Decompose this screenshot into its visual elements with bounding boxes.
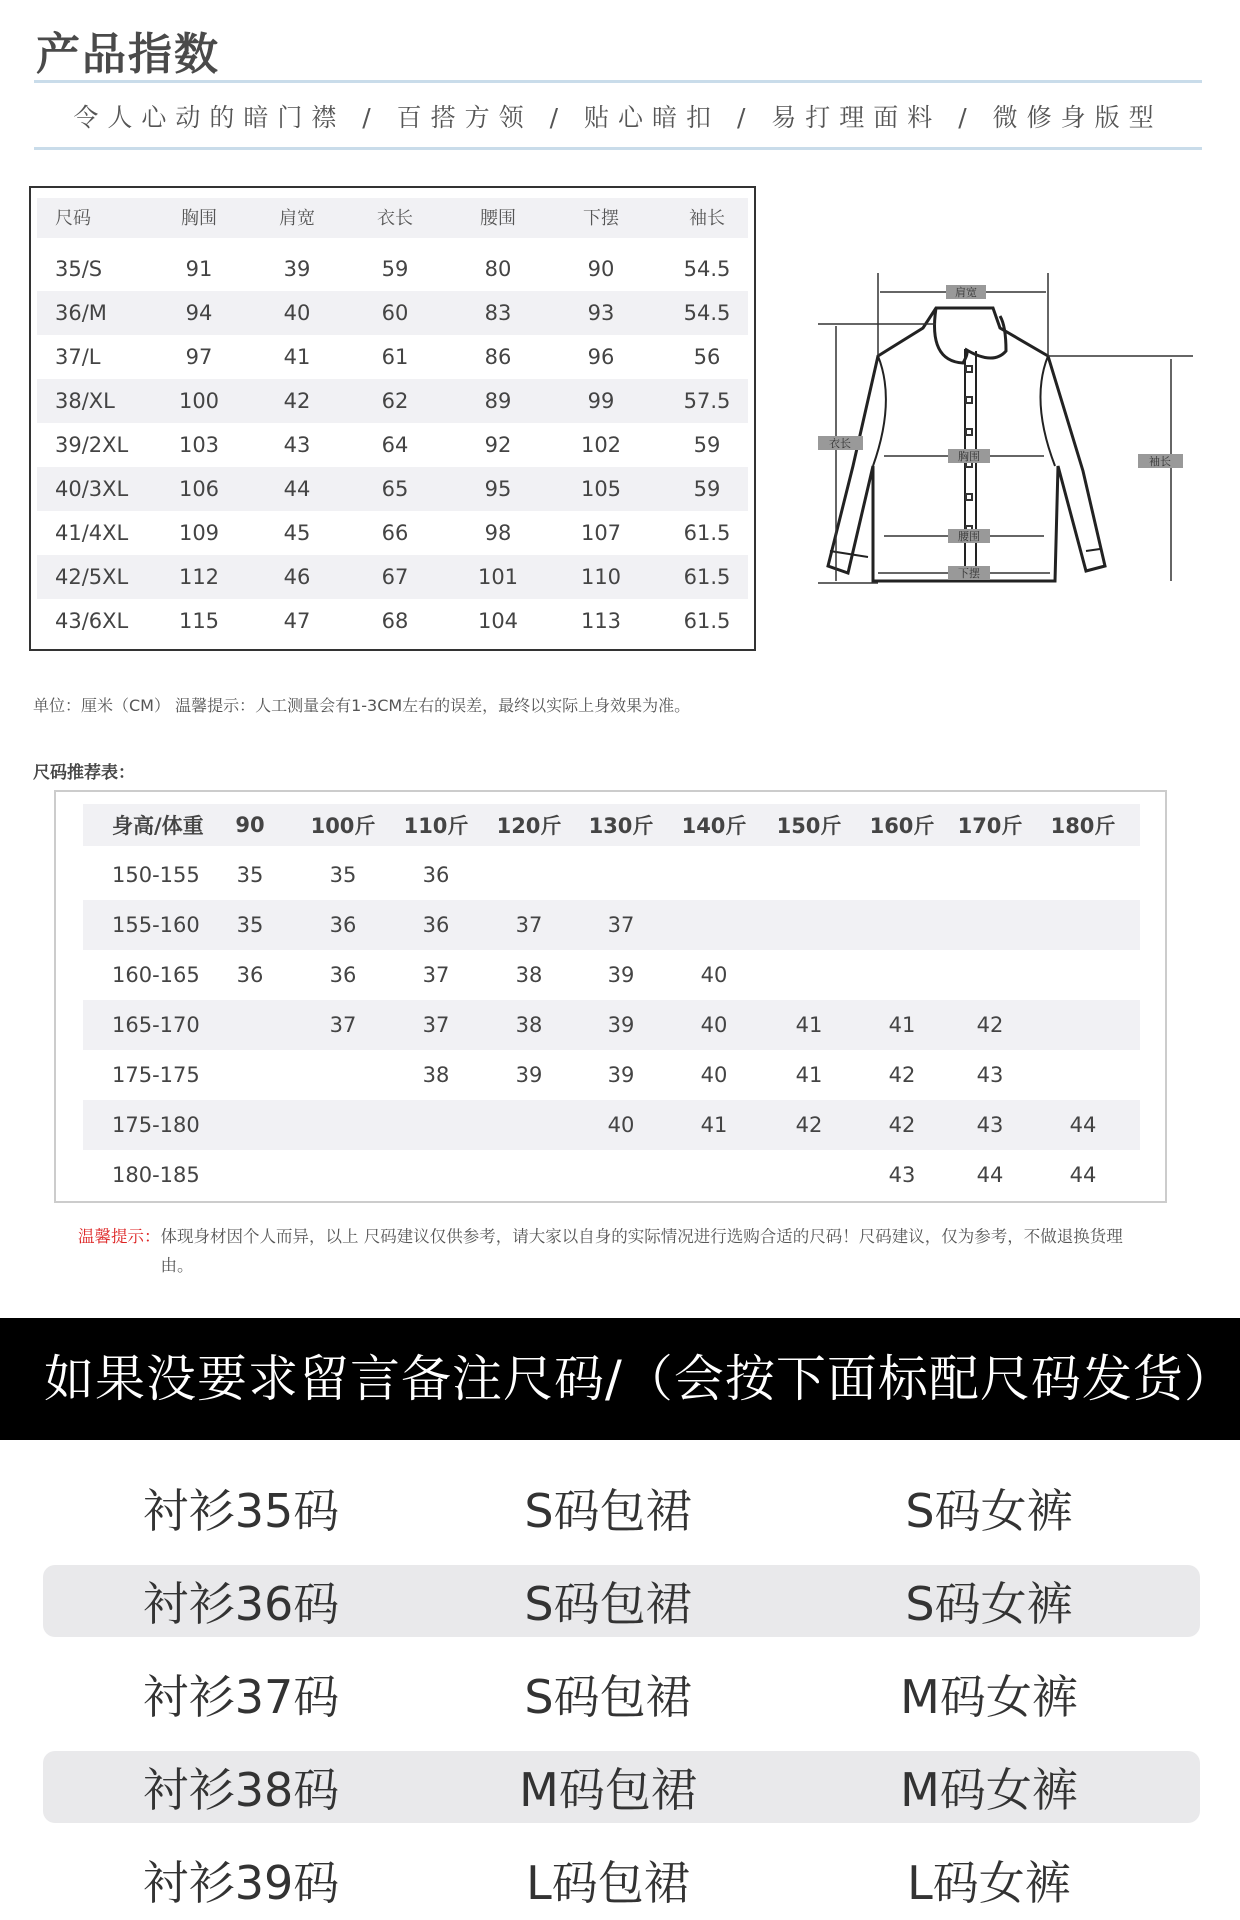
set-item: L码女裤 (907, 1856, 1071, 1910)
table-cell: 38 (515, 1013, 543, 1037)
table-cell: 89 (484, 389, 512, 413)
label-chest: 胸围 (958, 450, 980, 463)
table-cell: 42 (888, 1113, 916, 1137)
table-cell: 105 (580, 477, 622, 501)
set-item: M码女裤 (900, 1670, 1078, 1724)
table-cell: 80 (484, 257, 512, 281)
set-item: 衬衫39码 (142, 1856, 340, 1910)
warning-label: 温馨提示： (78, 1227, 161, 1246)
table-cell: 165-170 (112, 1013, 200, 1037)
table-cell: 99 (587, 389, 615, 413)
set-item: S码包裙 (524, 1577, 692, 1631)
feature-subtitle: 令人心动的暗门襟 / 百搭方领 / 贴心暗扣 / 易打理面料 / 微修身版型 (73, 103, 1163, 132)
table-cell: 98 (484, 521, 512, 545)
shirt-measurement-diagram (818, 251, 1193, 588)
table-cell: 44 (976, 1163, 1004, 1187)
column-header: 120斤 (496, 814, 562, 838)
column-header: 胸围 (181, 208, 217, 229)
table-cell: 39 (283, 257, 311, 281)
table-cell: 44 (283, 477, 311, 501)
table-cell: 59 (693, 477, 721, 501)
table-cell: 43 (976, 1113, 1004, 1137)
column-header: 110斤 (403, 814, 469, 838)
table-cell: 90 (587, 257, 615, 281)
set-item: S码女裤 (905, 1484, 1073, 1538)
table-cell: 35/S (55, 257, 103, 281)
warning-text: 体现身材因个人而异，以上 尺码建议仅供参考，请大家以自身的实际情况进行选购合适的尺码！尺码建议，仅为参考，不做退换货理由。 (160, 1227, 1123, 1275)
table-cell: 39 (607, 963, 635, 987)
column-header: 170斤 (957, 814, 1023, 838)
table-cell: 40 (700, 963, 728, 987)
table-cell: 56 (693, 345, 721, 369)
table-cell: 104 (477, 609, 519, 633)
table-cell: 47 (283, 609, 311, 633)
table-cell: 106 (178, 477, 220, 501)
table-cell: 39 (515, 1063, 543, 1087)
table-cell: 40 (700, 1063, 728, 1087)
table-cell: 100 (178, 389, 220, 413)
size-recommend-table (54, 790, 1167, 1203)
default-size-banner: 如果没要求留言备注尺码/（会按下面标配尺码发货） (0, 1318, 1240, 1440)
table-cell: 37 (422, 1013, 450, 1037)
table-cell: 35 (236, 913, 264, 937)
table-cell: 42/5XL (55, 565, 129, 589)
page-title: 产品指数 (36, 29, 220, 80)
table-cell: 103 (178, 433, 220, 457)
table-cell: 45 (283, 521, 311, 545)
table-cell: 37 (422, 963, 450, 987)
set-item: 衬衫36码 (142, 1577, 340, 1631)
column-header: 袖长 (689, 208, 725, 229)
table-cell: 160-165 (112, 963, 200, 987)
table-cell: 37/L (55, 345, 101, 369)
table-cell: 41 (283, 345, 311, 369)
table-cell: 155-160 (112, 913, 200, 937)
table-cell: 62 (381, 389, 409, 413)
column-header: 身高/体重 (112, 814, 204, 838)
table-cell: 59 (693, 433, 721, 457)
column-header: 180斤 (1050, 814, 1116, 838)
table-cell: 180-185 (112, 1163, 200, 1187)
table-cell: 59 (381, 257, 409, 281)
table-cell: 115 (178, 609, 220, 633)
table-cell: 40 (283, 301, 311, 325)
column-header: 下摆 (583, 208, 619, 229)
table-cell: 41/4XL (55, 521, 129, 545)
table-cell: 36/M (55, 301, 107, 325)
table-cell: 36 (422, 863, 450, 887)
column-header: 140斤 (681, 814, 747, 838)
set-item: 衬衫38码 (142, 1763, 340, 1817)
table-cell: 101 (477, 565, 519, 589)
table-cell: 61.5 (683, 609, 731, 633)
column-header: 衣长 (377, 208, 413, 229)
column-header: 尺码 (55, 208, 91, 229)
column-header: 90 (235, 813, 265, 837)
column-header: 150斤 (776, 814, 842, 838)
table-cell: 38/XL (55, 389, 115, 413)
table-cell: 83 (484, 301, 512, 325)
table-cell: 97 (185, 345, 213, 369)
table-cell: 42 (888, 1063, 916, 1087)
table-cell: 86 (484, 345, 512, 369)
table-cell: 43 (976, 1063, 1004, 1087)
table-cell: 39 (607, 1063, 635, 1087)
set-item: M码包裙 (519, 1763, 697, 1817)
table-cell: 36 (329, 963, 357, 987)
warning-note (78, 1222, 1148, 1280)
table-cell: 67 (381, 565, 409, 589)
divider (34, 80, 1202, 83)
table-cell: 94 (185, 301, 213, 325)
table-cell: 61.5 (683, 565, 731, 589)
table-cell: 93 (587, 301, 615, 325)
table-cell: 43/6XL (55, 609, 129, 633)
table-cell: 42 (976, 1013, 1004, 1037)
table-cell: 36 (422, 913, 450, 937)
table-cell: 36 (236, 963, 264, 987)
label-length: 衣长 (829, 437, 851, 450)
unit-note: 单位：厘米（CM） 温馨提示：人工测量会有1-3CM左右的误差，最终以实际上身效果为准。 (33, 696, 691, 715)
set-item: 衬衫35码 (142, 1484, 340, 1538)
table-cell: 35 (236, 863, 264, 887)
divider (34, 147, 1202, 150)
column-header: 肩宽 (279, 208, 315, 229)
table-cell: 40/3XL (55, 477, 129, 501)
table-cell: 66 (381, 521, 409, 545)
table-cell: 43 (283, 433, 311, 457)
table-cell: 150-155 (112, 863, 200, 887)
column-header: 160斤 (869, 814, 935, 838)
column-header: 腰围 (480, 208, 516, 229)
table-cell: 40 (700, 1013, 728, 1037)
label-hem: 下摆 (958, 567, 980, 580)
table-cell: 42 (283, 389, 311, 413)
table-cell: 175-175 (112, 1063, 200, 1087)
table-cell: 41 (888, 1013, 916, 1037)
table-cell: 102 (580, 433, 622, 457)
table-cell: 42 (795, 1113, 823, 1137)
table-cell: 41 (700, 1113, 728, 1137)
table-cell: 64 (381, 433, 409, 457)
table-cell: 96 (587, 345, 615, 369)
table-cell: 46 (283, 565, 311, 589)
table-cell: 68 (381, 609, 409, 633)
table-cell: 109 (178, 521, 220, 545)
table-cell: 37 (607, 913, 635, 937)
label-sleeve: 袖长 (1149, 455, 1171, 468)
table-cell: 61.5 (683, 521, 731, 545)
table-cell: 40 (607, 1113, 635, 1137)
table-cell: 39 (607, 1013, 635, 1037)
table-cell: 57.5 (683, 389, 731, 413)
table-cell: 91 (185, 257, 213, 281)
table-cell: 54.5 (683, 257, 731, 281)
set-item: L码包裙 (526, 1856, 690, 1910)
table-cell: 113 (580, 609, 622, 633)
size-table (29, 186, 756, 651)
table-cell: 38 (422, 1063, 450, 1087)
recommend-title: 尺码推荐表： (33, 763, 135, 783)
set-item: S码包裙 (524, 1484, 692, 1538)
table-cell: 60 (381, 301, 409, 325)
table-cell: 36 (329, 913, 357, 937)
table-cell: 41 (795, 1063, 823, 1087)
table-cell: 112 (178, 565, 220, 589)
table-cell: 110 (580, 565, 622, 589)
set-item: S码包裙 (524, 1670, 692, 1724)
table-cell: 175-180 (112, 1113, 200, 1137)
table-cell: 54.5 (683, 301, 731, 325)
column-header: 130斤 (588, 814, 654, 838)
table-cell: 41 (795, 1013, 823, 1037)
table-cell: 44 (1069, 1113, 1097, 1137)
set-item: 衬衫37码 (142, 1670, 340, 1724)
table-cell: 92 (484, 433, 512, 457)
table-cell: 44 (1069, 1163, 1097, 1187)
table-cell: 35 (329, 863, 357, 887)
table-cell: 107 (580, 521, 622, 545)
table-cell: 39/2XL (55, 433, 129, 457)
label-waist: 腰围 (958, 530, 980, 543)
label-shoulder: 肩宽 (955, 286, 977, 299)
table-cell: 43 (888, 1163, 916, 1187)
table-cell: 37 (515, 913, 543, 937)
table-cell: 65 (381, 477, 409, 501)
table-cell: 38 (515, 963, 543, 987)
table-cell: 61 (381, 345, 409, 369)
table-cell: 37 (329, 1013, 357, 1037)
column-header: 100斤 (310, 814, 376, 838)
table-cell: 95 (484, 477, 512, 501)
set-item: M码女裤 (900, 1763, 1078, 1817)
set-item: S码女裤 (905, 1577, 1073, 1631)
